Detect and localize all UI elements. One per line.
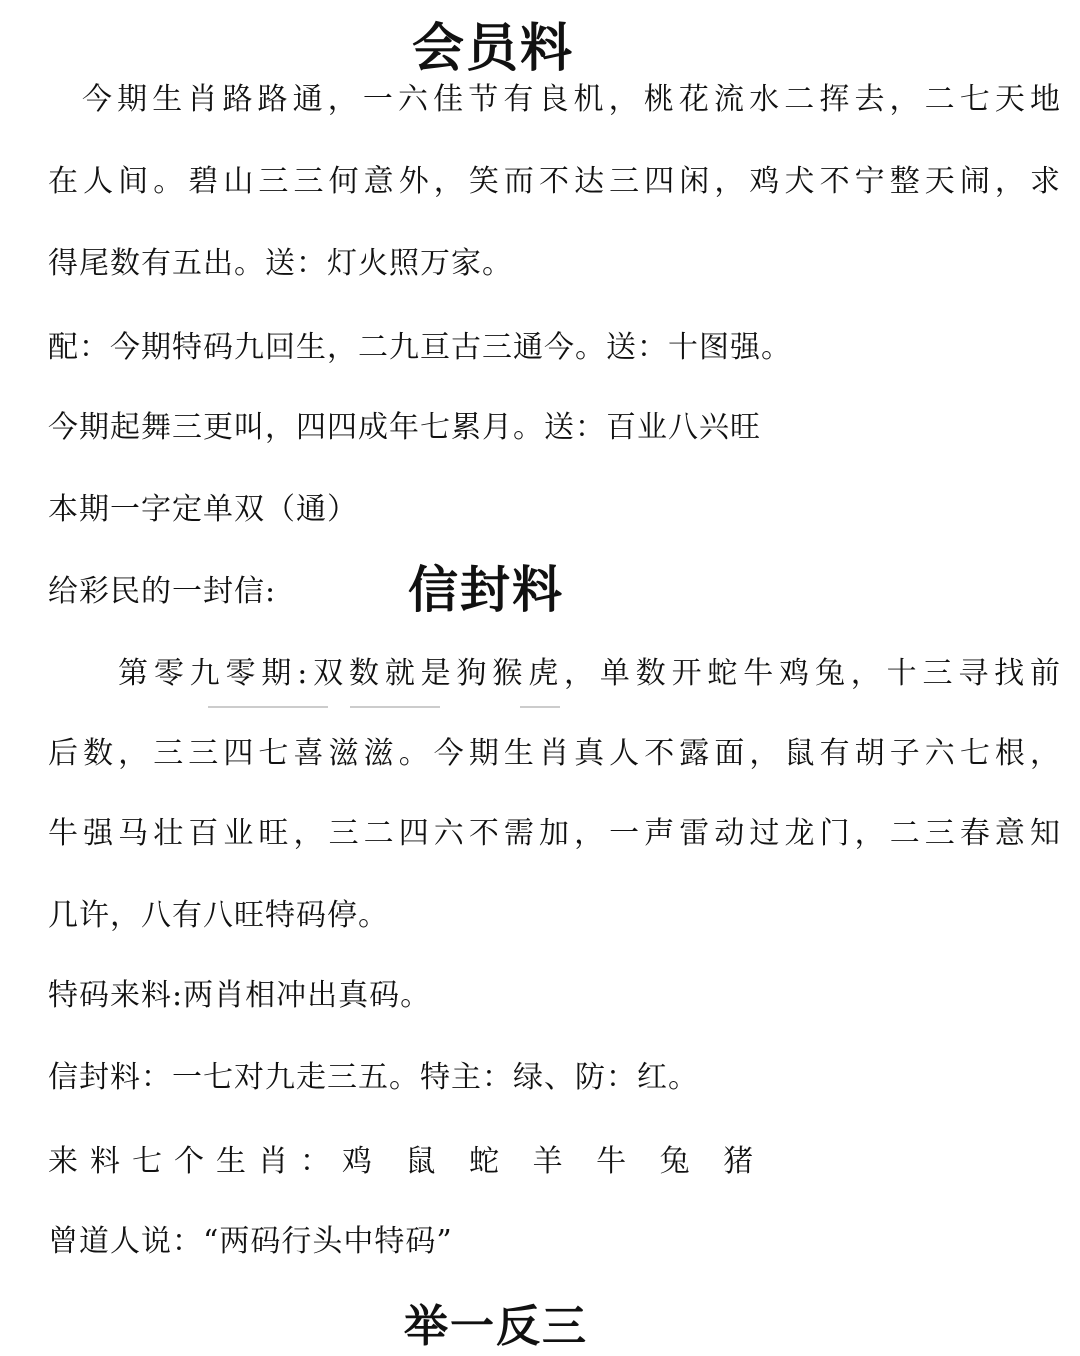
dance-line: 今期起舞三更叫，四四成年七累月。送：百业八兴旺 bbox=[48, 410, 761, 445]
member-section-title: 会员料 bbox=[412, 18, 575, 79]
member-poem-line-3: 得尾数有五出。送：灯火照万家。 bbox=[48, 246, 513, 281]
envelope-line: 信封料：一七对九走三五。特主：绿、防：红。 bbox=[48, 1060, 699, 1095]
pair-line: 配：今期特码九回生，二九亘古三通今。送：十图强。 bbox=[48, 330, 792, 365]
daoist-says-line: 曾道人说：“两码行头中特码” bbox=[48, 1224, 453, 1259]
letter-label: 给彩民的一封信: bbox=[48, 574, 277, 609]
seven-zodiac-line: 来料七个生肖：鸡 鼠 蛇 羊 牛 兔 猪 bbox=[48, 1144, 766, 1179]
scan-speck bbox=[520, 706, 560, 708]
member-poem-line-1: 今期生肖路路通，一六佳节有良机，桃花流水二挥去，二七天地 bbox=[82, 82, 1060, 117]
issue-line-3: 牛强马壮百业旺，三二四六不需加，一声雷动过龙门，二三春意知 bbox=[48, 816, 1060, 851]
member-poem-line-2: 在人间。碧山三三何意外，笑而不达三四闲，鸡犬不宁整天闹，求 bbox=[48, 164, 1060, 199]
special-source-line: 特码来料:两肖相冲出真码。 bbox=[48, 978, 432, 1013]
final-section-title: 举一反三 bbox=[404, 1301, 588, 1352]
single-double-line: 本期一字定单双（通） bbox=[48, 492, 358, 527]
scan-speck bbox=[208, 706, 328, 708]
issue-line-4: 几许，八有八旺特码停。 bbox=[48, 898, 389, 933]
issue-line-2: 后数，三三四七喜滋滋。今期生肖真人不露面，鼠有胡子六七根， bbox=[48, 736, 1060, 771]
issue-line-1: 第零九零期:双数就是狗猴虎，单数开蛇牛鸡兔，十三寻找前 bbox=[118, 656, 1060, 691]
scan-speck bbox=[350, 706, 440, 708]
envelope-section-title: 信封料 bbox=[408, 560, 564, 619]
